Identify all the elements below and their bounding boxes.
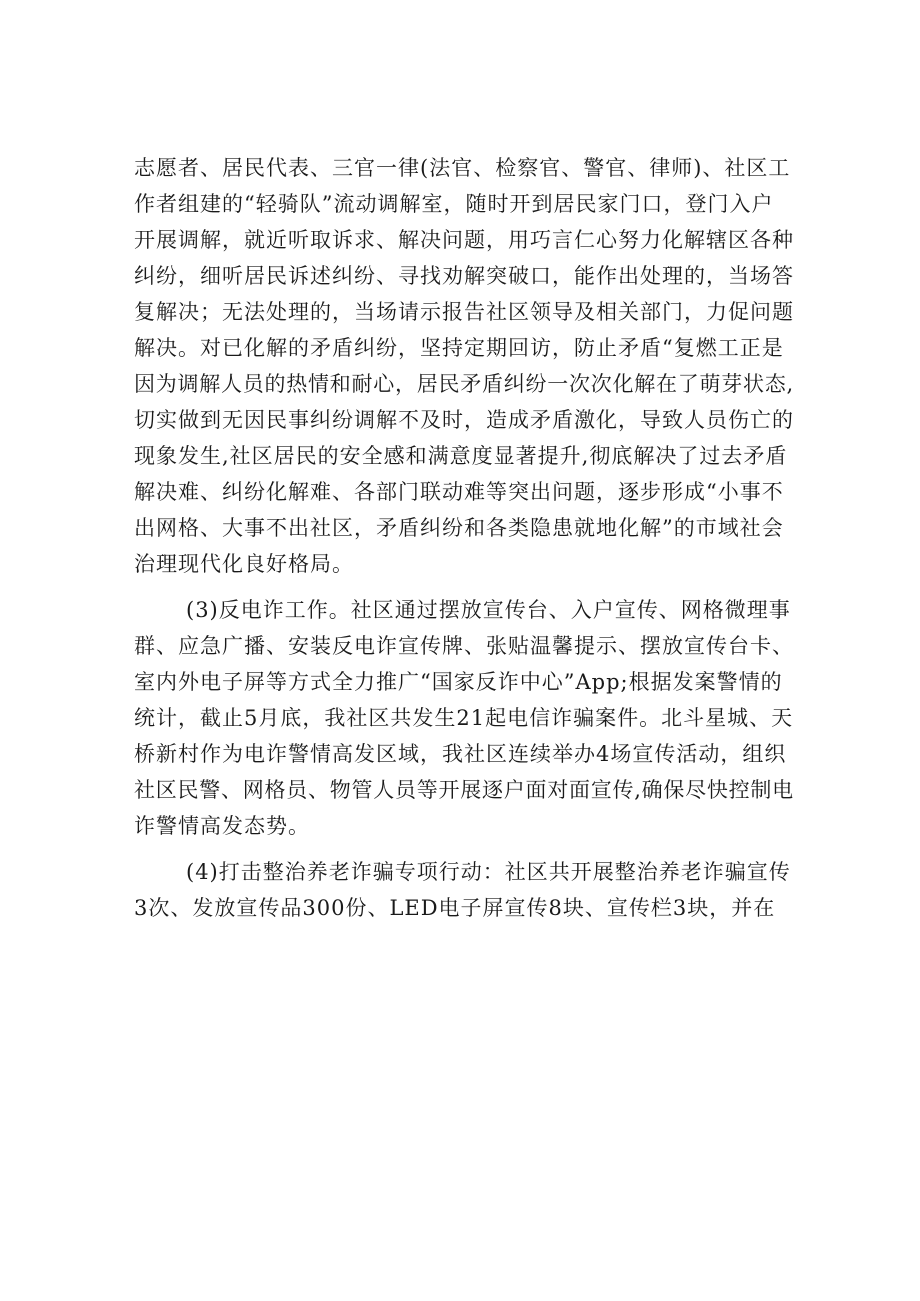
text-line: 纠纷，细听居民诉述纠纷、寻找劝解突破口，能作出处理的，当场答 (134, 264, 794, 288)
text-line: 志愿者、居民代表、三官一律(法官、检察官、警官、律师)、社区工 (134, 156, 791, 180)
paragraph-spacer (134, 582, 794, 592)
text-line: 现象发生,社区居民的安全感和满意度显著提升,彻底解决了过去矛盾 (134, 444, 788, 468)
paragraph-anti-fraud (134, 592, 794, 844)
paragraph-spacer (134, 844, 794, 854)
text-line: 群、应急广播、安装反电诈宣传牌、张贴温馨提示、摆放宣传台卡、 (134, 634, 794, 658)
text-line: (3)反电诈工作。社区通过摆放宣传台、入户宣传、网格微理事 (186, 598, 791, 622)
paragraph-elderly-fraud (134, 854, 794, 926)
text-line: 开展调解，就近听取诉求、解决问题，用巧言仁心努力化解辖区各种 (134, 228, 794, 252)
paragraph-mediation (134, 150, 794, 582)
text-line: 治理现代化良好格局。 (134, 552, 354, 576)
text-line: 切实做到无因民事纠纷调解不及时，造成矛盾激化，导致人员伤亡的 (134, 408, 794, 432)
text-line: 因为调解人员的热情和耐心，居民矛盾纠纷一次次化解在了萌芽状态, (134, 372, 794, 396)
text-line: 社区民警、网格员、物管人员等开展逐户面对面宣传,确保尽快控制电 (134, 778, 794, 802)
text-line: 室内外电子屏等方式全力推广“国家反诈中心”App;根据发案警情的 (134, 670, 783, 694)
text-line: 复解决；无法处理的，当场请示报告社区领导及相关部门，力促问题 (134, 300, 794, 324)
text-line: 3次、发放宣传品300份、LED电子屏宣传8块、宣传栏3块，并在 (134, 896, 776, 920)
document-body (134, 150, 794, 926)
text-line: 桥新村作为电诈警情高发区域，我社区连续举办4场宣传活动，组织 (134, 742, 787, 766)
text-line: 解决。对已化解的矛盾纠纷，坚持定期回访，防止矛盾“复燃工正是 (134, 336, 784, 360)
text-line: 统计，截止5月底，我社区共发生21起电信诈骗案件。北斗星城、天 (134, 706, 794, 730)
text-line: 诈警情高发态势。 (134, 814, 310, 838)
text-line: 解决难、纠纷化解难、各部门联动难等突出问题，逐步形成“小事不 (134, 480, 784, 504)
text-line: 作者组建的“轻骑队”流动调解室，随时开到居民家门口，登门入户 (134, 192, 774, 216)
text-line: (4)打击整治养老诈骗专项行动：社区共开展整治养老诈骗宣传 (186, 860, 791, 884)
text-line: 出网格、大事不出社区，矛盾纠纷和各类隐患就地化解”的市域社会 (134, 516, 784, 540)
